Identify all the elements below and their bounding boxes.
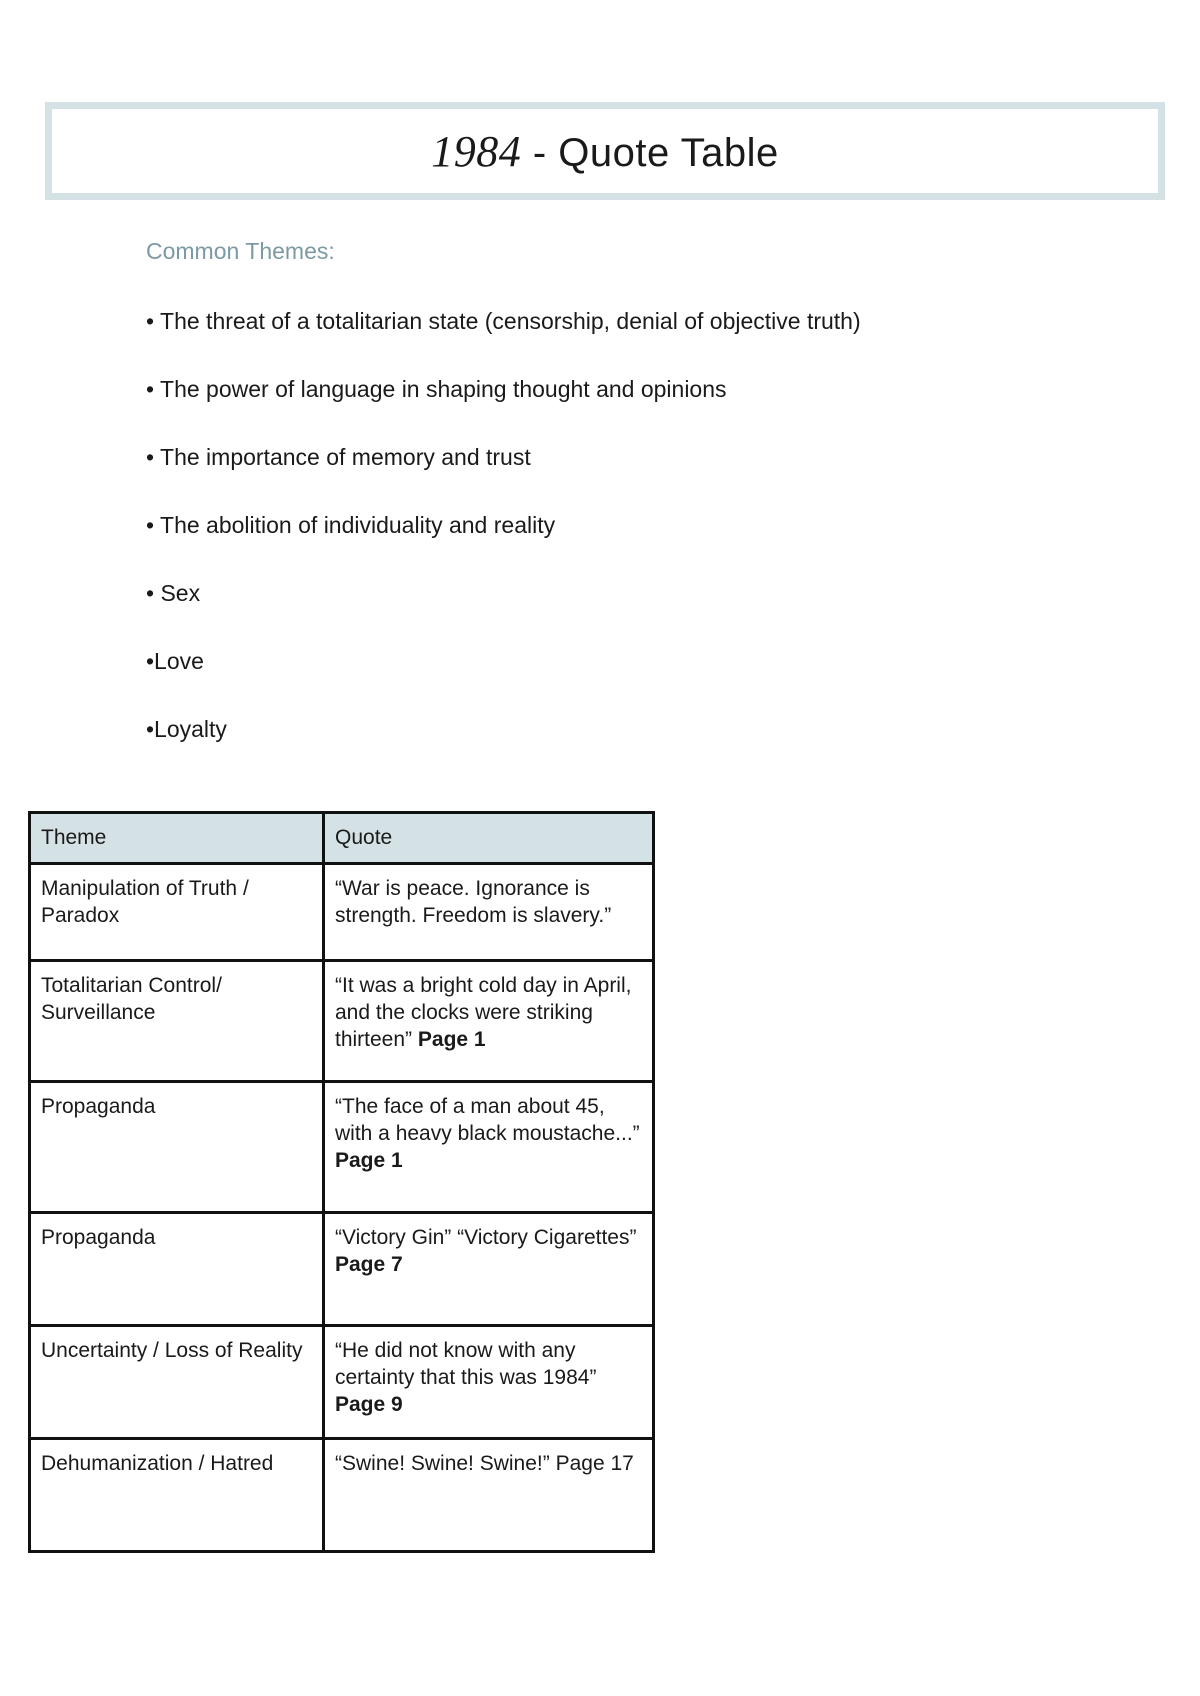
quote-text: “It was a bright cold day in April, and the clocks were striking thirteen”: [335, 974, 632, 1051]
theme-item: • The power of language in shaping thought and opinions: [146, 376, 727, 402]
quote-text: “The face of a man about 45, with a heavy black moustache...”: [335, 1095, 640, 1145]
quote-text: “Victory Gin” “Victory Cigarettes”: [335, 1226, 637, 1249]
table-row: [30, 961, 654, 1082]
page-reference: Page 7: [335, 1253, 403, 1276]
theme-cell: Uncertainty / Loss of Reality: [30, 1326, 324, 1439]
quote-cell: [324, 1082, 654, 1213]
page-reference: Page 1: [417, 1028, 486, 1051]
theme-cell: Dehumanization / Hatred: [30, 1439, 324, 1552]
quote-cell: [324, 961, 654, 1082]
title-rest: - Quote Table: [521, 130, 779, 175]
page-reference: Page 17: [555, 1452, 634, 1475]
theme-cell: Totalitarian Control/ Surveillance: [30, 961, 324, 1082]
table-row: [30, 1326, 654, 1439]
page-reference: Page 1: [335, 1149, 403, 1172]
table-row: [30, 864, 654, 961]
theme-item: •Love: [146, 648, 204, 674]
quote-cell: [324, 1326, 654, 1439]
table-row: [30, 1439, 654, 1552]
table-header-row: [30, 813, 654, 864]
theme-item: • The abolition of individuality and reality: [146, 512, 556, 538]
quote-cell: [324, 1213, 654, 1326]
quote-text: “War is peace. Ignorance is strength. Freedom is slavery.”: [335, 877, 612, 927]
column-header-theme: Theme: [30, 813, 324, 864]
title-italic: 1984: [431, 126, 522, 176]
quote-cell: [324, 864, 654, 961]
title-box: [45, 102, 1165, 200]
page-title: [431, 126, 779, 177]
table-row: [30, 1082, 654, 1213]
quote-text: “Swine! Swine! Swine!”: [335, 1452, 550, 1475]
theme-item: • The threat of a totalitarian state (censorship, denial of objective truth): [146, 308, 861, 334]
quote-text: “He did not know with any certainty that this was 1984”: [335, 1339, 597, 1389]
theme-item: • Sex: [146, 580, 201, 606]
theme-cell: Manipulation of Truth / Paradox: [30, 864, 324, 961]
column-header-quote: Quote: [324, 813, 654, 864]
theme-cell: Propaganda: [30, 1213, 324, 1326]
table-row: [30, 1213, 654, 1326]
themes-list: [146, 306, 861, 782]
quote-cell: [324, 1439, 654, 1552]
quote-table: [28, 811, 655, 1553]
theme-cell: Propaganda: [30, 1082, 324, 1213]
theme-item: •Loyalty: [146, 716, 227, 742]
theme-item: • The importance of memory and trust: [146, 444, 531, 470]
themes-heading: Common Themes:: [146, 238, 335, 264]
page-reference: Page 9: [335, 1393, 403, 1416]
